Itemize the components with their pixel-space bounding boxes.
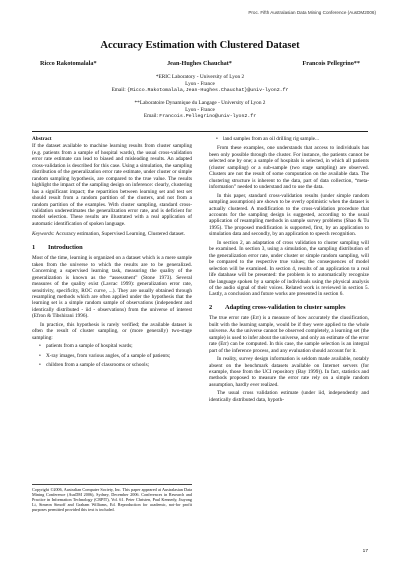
body-paragraph: In this paper, standard cross-validation results (under simple random sampling assumption) are shown to be overly optimistic when the dataset is actually clustered. A modification to the cross-validation procedure that accounts for the sampling design is suggested, according to the usual application of resampling methods in sample survey problems (Shao & Tu 1995). The proposed modification is supported, first, by an application to simulation data and secondly, by an application to speech recognition. [209, 192, 369, 238]
copyright-footnote: Copyright ©2006, Australian Computer Society, Inc. This paper appeared at Australasian Data Mining Conference (AusDM 2006), Sydney, December 2006. Conferences in Research and Practice in Information Technology (CRPIT), Vol. 61. Peter Christen, Paul Kennedy, Jiuyong Li, Simeon Simoff and Graham Williams, Ed. Reproduction for academic, not-for profit purposes permitted provided this text is included. [32, 484, 192, 512]
intro-paragraph-1: Most of the time, learning is organized on a dataset which is a mere sample taken from the universe to which the results are to be generalized. Concerning a supervised learning task, measuring the quality of the generalization is known as the “assessment” (Stone 1973). Several measures of the quality exist (Lavrac 1999): generalization error rate, sensitivity, specificity, ROC curve, ...). They are usually obtained through resampling methods which are often applied under the hypothesis that the learning set is a simple random sample of observations (independent and identically distributed - iid - observations) from the universe of interest (Efron & Tibshirani 1996). [32, 255, 192, 320]
affiliation-1-city: Lyon - France [185, 80, 215, 87]
affiliation-2-email[interactable]: Francois.Pellegrino@univ-lyon2.fr [159, 114, 257, 120]
cluster-examples-list [32, 343, 192, 368]
author-3: Francois Pellegrino** [302, 60, 360, 67]
section-2-heading [209, 305, 369, 311]
affiliation-2-name: **Laboratoire Dynamique du Langage - University of Lyon 2 [134, 100, 266, 106]
abstract-heading: Abstract [32, 136, 52, 142]
section-1-title: Introduction [48, 243, 83, 251]
list-item: • children from a sample of classrooms or schools; [46, 362, 192, 368]
author-1: Ricco Rakotomalala* [40, 60, 97, 67]
page-number: 17 [362, 549, 368, 554]
body-paragraph: The usual cross validation estimate (under iid, independently and identically distributed data, hypoth- [209, 390, 369, 403]
abstract-text: If the dataset available to machine learning results from cluster sampling (e.g. patients from a sample of hospital wards), the usual cross-validation error rate estimate can lead to biased and misleading results. An adapted cross-validation is described for this case. Using a simulation, the sampling distribution of the generalization error rate estimate, under cluster or simple random sampling hypothesis, are compared to the true value. The results highlight the impact of the sampling design on inference: clearly, clustering has a significant impact; the repartition between learning set and test set should result from a random partition of the clusters, and not from a random partition of the examples. With cluster sampling, standard cross-validation underestimates the generalization error rate, and is deficient for model selection. These results are illustrated with a real application of automatic identification of spoken language. [32, 143, 192, 227]
section-2-title: Adapting cross-validation to cluster samples [225, 303, 346, 311]
affiliation-1-email[interactable]: {Ricco.Rakotomalala,Jean-Hughes.Chauchat}@univ-lyon2.fr [127, 88, 289, 94]
list-item: • X-ray images, from various angles, of a sample of patients; [46, 353, 192, 359]
affiliation-1-email-label: Email: [111, 87, 126, 94]
section-1-heading [32, 245, 192, 251]
body-paragraph: In reality, survey design information is seldom made available, notably absent on the benchmark datasets available on Internet servers (for example, those from the UCI repository (Bay 1999)). In fact, statistics and methods proposed to measure the error rate rely on a simple random assumption, hardly ever realized. [209, 356, 369, 388]
proceedings-header: Proc. Fifth Australasian Data Mining Conference (AusDM2006) [248, 10, 376, 15]
section-1-number: 1 [32, 243, 36, 251]
paper-title: Accuracy Estimation with Clustered Dataset [100, 40, 300, 51]
right-column [209, 136, 369, 405]
section-2-number: 2 [209, 303, 213, 311]
author-2: Jean-Hughes Chauchat* [167, 60, 232, 67]
list-item: • patients from a sample of hospital wards; [46, 343, 192, 349]
header-divider [32, 131, 368, 132]
left-column [32, 136, 192, 372]
affiliation-1-name: *ERIC Laboratory - University of Lyon 2 [155, 74, 245, 80]
body-paragraph: From these examples, one understands that access to individuals has been only possible through the cluster. For instance, the patients cannot be selected one by one; a sample of hospitals is selected, in which all patients (cluster sampling) or a sub-sample (two stage sampling) are observed. Clusters are not the result of some computation on the available data. The clustering structure is inherent to the data, part of data collection, “meta-information” needed to understand and to use the data. [209, 145, 369, 191]
intro-paragraph-2: In practice, this hypothesis is rarely verified; the available dataset is often the result of cluster sampling, or (more generally) two-stage sampling: [32, 321, 192, 341]
affiliation-2-email-label: Email: [143, 113, 158, 120]
affiliation-2-city: Lyon - France [185, 106, 215, 113]
body-paragraph: In section 2, an adaptation of cross validation to cluster sampling will be examined. In section 3, using a simulation, the sampling distribution of the generalization error rate, under cluster or simple random sampling, will be compared to the respective true values; the consequences of model selection will be examined. In section 4, results of an application to a real life database will be presented: the problem is to automatically recognize the language spoken by a sample of individuals using the physical analysis of the audio signal of their voices. Related work is reviewed in section 5. Lastly, a conclusion and future works are presented in section 6. [209, 239, 369, 298]
author-list [40, 60, 360, 67]
keywords-label: Keywords: [32, 231, 55, 238]
body-paragraph: The true error rate (Err) is a measure of how accurately the classification, built with the learning sample, would be if they were applied to the whole universe. As the universe cannot be observed completely, a learning set (the sample) is used to infer about the universe, and only an estimate of the error rate (Err) can be computed. In this case, the sample selection is an integral part of the inference process, and any evaluation should account for it. [209, 315, 369, 354]
list-item: • land samples from an oil drilling rig sample... [223, 136, 369, 142]
affiliation-1 [0, 74, 400, 95]
affiliation-2 [0, 100, 400, 121]
keywords-text: Accuracy estimation, Supervised Learning, Clustered dataset. [55, 231, 186, 238]
